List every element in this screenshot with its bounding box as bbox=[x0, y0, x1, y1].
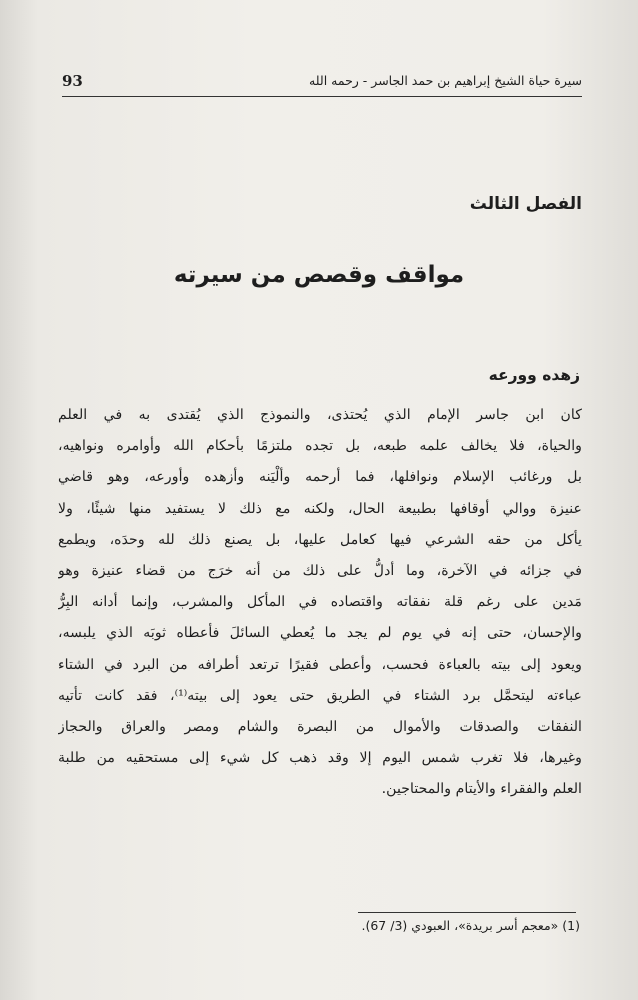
body-paragraph bbox=[58, 400, 582, 805]
footnote: (1) «معجم أسر بريدة»، العبودي (3/ 67). bbox=[361, 918, 580, 933]
paragraph-line: عنيزة ووالي أوقافها بطبيعة الحال، ولكنه مع ذلك لا يستفيد منها شيئًا، ولا bbox=[58, 500, 582, 517]
page-header bbox=[62, 70, 582, 97]
running-title: سيرة حياة الشيخ إبراهيم بن حمد الجاسر - رحمه الله bbox=[309, 73, 582, 88]
paragraph-line: في جزائه في الآخرة، وما أدلُّ على ذلك من أنه خرَج من قضاء عنيزة وهو bbox=[58, 562, 582, 579]
page-number: 93 bbox=[62, 72, 83, 90]
paragraph-line: مَدين على رغم قلة نفقاته واقتصاده في المأكل والمشرب، وإنما أدانه البِرُّ bbox=[58, 594, 582, 611]
section-heading: زهده وورعه bbox=[488, 366, 580, 384]
chapter-title: مواقف وقصص من سيرته bbox=[173, 262, 465, 288]
paragraph-line: عباءته ليتحمَّل برد الشتاء في الطريق حتى يعود إلى بيته⁽¹⁾، فقد كانت تأتيه bbox=[58, 687, 582, 704]
paragraph-line: بل ورغائب الإسلام ونوافلها، فما أرحمه وألْيَنه وأزهده وأورعه، وهو قاضي bbox=[58, 469, 582, 486]
paragraph-line: النفقات والصدقات والأموال من البصرة والشام ومصر والعراق والحجاز bbox=[58, 718, 582, 735]
paragraph-line: وغيرها، فلا تغرب شمس اليوم إلا وقد ذهب كل شيء إلى مستحقيه من طلبة bbox=[58, 750, 582, 767]
footnote-divider bbox=[358, 912, 576, 913]
paragraph-line: ويعود إلى بيته بالعباءة فحسب، وأعطى فقيرًا ترتعد أطرافه من البرد في الشتاء bbox=[58, 656, 582, 673]
chapter-label: الفصل الثالث bbox=[469, 194, 582, 214]
paragraph-line: العلم والفقراء والأيتام والمحتاجين. bbox=[381, 781, 582, 798]
paragraph-line: يأكل من حقه الشرعي فيها كعامل عليها، بل يصنع ذلك لله وحدَه، ويطمع bbox=[58, 531, 582, 548]
paragraph-line: كان ابن جاسر الإمام الذي يُحتذى، والنموذج الذي يُقتدى به في العلم bbox=[58, 407, 582, 423]
paragraph-line: والحياة، فلا يخالف علمه طبعه، بل تجده ملتزمًا بأحكام الله وأوامره ونواهيه، bbox=[58, 438, 582, 455]
paragraph-line: والإحسان، حتى إنه في يوم لم يجد ما يُعطي السائلَ فأعطاه ثوبَه الذي يلبسه، bbox=[58, 625, 582, 642]
